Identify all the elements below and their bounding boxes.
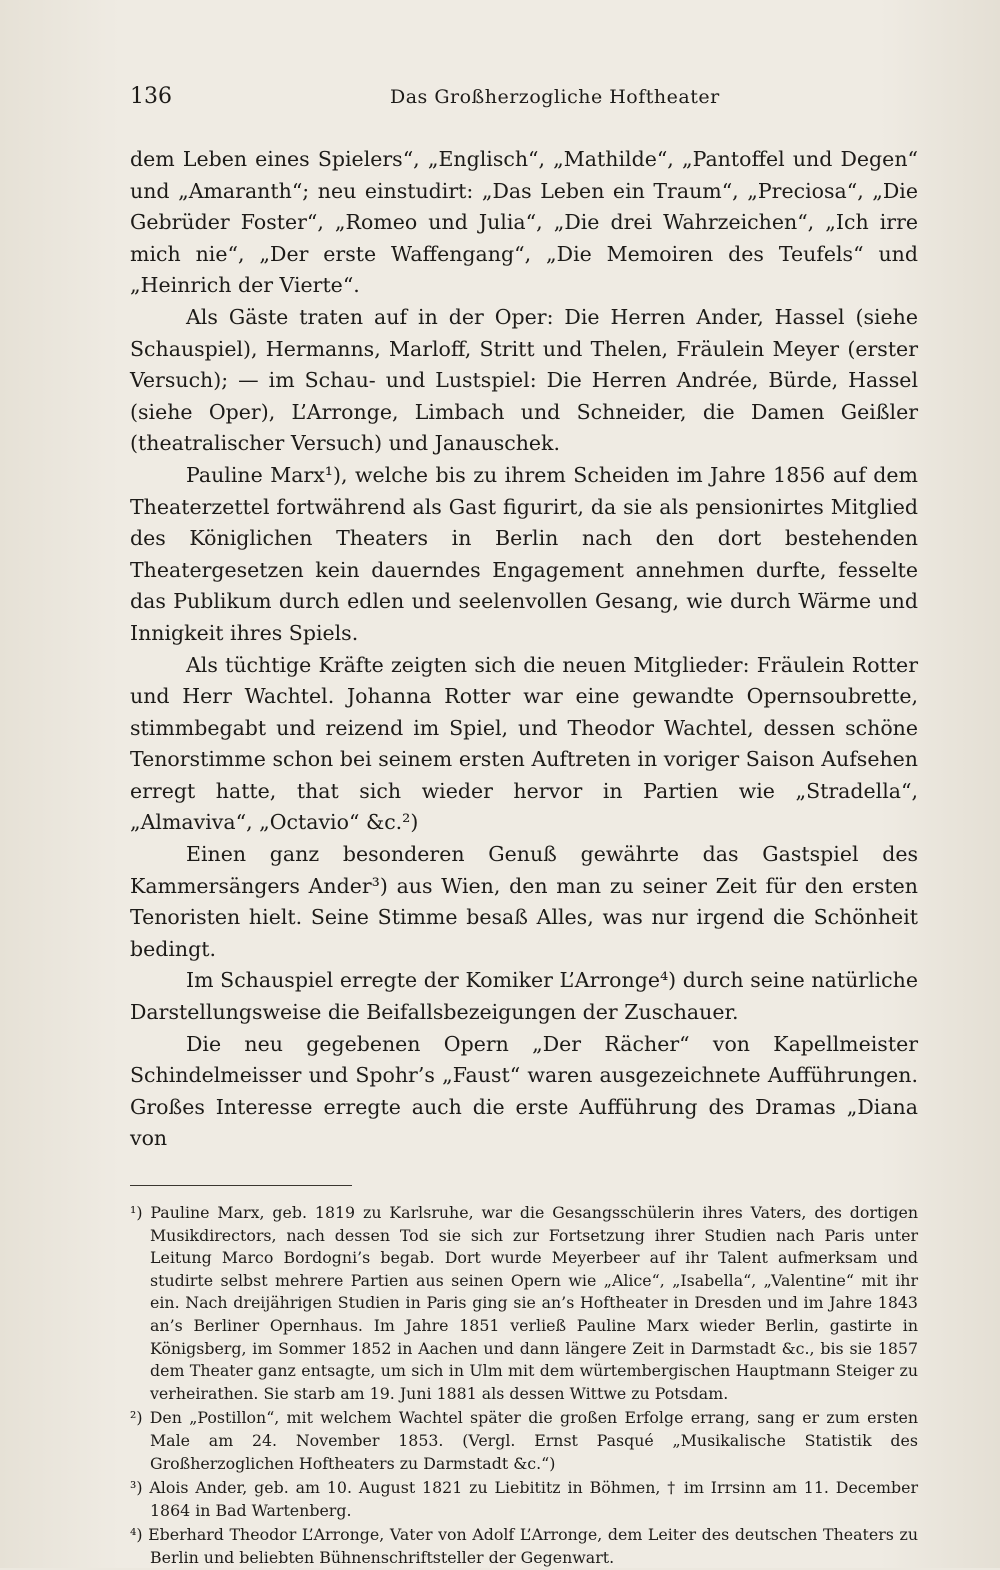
footnote: ⁴) Eberhard Theodor L’Arronge, Vater von Adolf L’Arronge, dem Leiter des deutschen Theaters zu Berlin und beliebten Bühnenschriftsteller der Gegenwart.: [130, 1525, 918, 1567]
footnote: ²) Den „Postillon“, mit welchem Wachtel später die großen Erfolge errang, sang er zum ersten Male am 24. November 1853. (Vergl. Ernst Pasqué „Musikalische Statistik des Großherzoglichen Hoftheaters zu Darmstadt &c.“): [130, 1408, 918, 1473]
footnote-divider: [130, 1185, 352, 1186]
page-number: 136: [130, 84, 172, 109]
paragraph: dem Leben eines Spielers“, „Englisch“, „Mathilde“, „Pantoffel und Degen“ und „Amaranth“; neu einstudirt: „Das Leben ein Traum“, „Preciosa“, „Die Gebrüder Foster“, „Romeo und Julia“, „Die drei Wahrzeichen“, „Ich irre mich nie“, „Der erste Waffengang“, „Die Memoiren des Teufels“ und „Heinrich der Vierte“.: [130, 147, 918, 298]
footnote: ³) Alois Ander, geb. am 10. August 1821 zu Liebititz in Böhmen, † im Irrsinn am 11. December 1864 in Bad Wartenberg.: [130, 1478, 918, 1520]
footnotes: [130, 1202, 918, 1570]
paragraph: Einen ganz besonderen Genuß gewährte das Gastspiel des Kammersängers Ander³) aus Wien, den man zu seiner Zeit für den ersten Tenoristen hielt. Seine Stimme besaß Alles, was nur irgend die Schönheit bedingt.: [130, 842, 918, 961]
running-title: Das Großherzogliche Hoftheater: [390, 86, 720, 108]
paragraph: Als Gäste traten auf in der Oper: Die Herren Ander, Hassel (siehe Schauspiel), Hermanns, Marloff, Stritt und Thelen, Fräulein Meyer (erster Versuch); — im Schau- und Lustspiel: Die Herren Andrée, Bürde, Hassel (siehe Oper), L’Arronge, Limbach und Schneider, die Damen Geißler (theatralischer Versuch) und Janauschek.: [130, 304, 918, 456]
paragraph: Als tüchtige Kräfte zeigten sich die neuen Mitglieder: Fräulein Rotter und Herr Wachtel. Johanna Rotter war eine gewandte Opernsoubrette, stimmbegabt und reizend im Spiel, und Theodor Wachtel, dessen schöne Tenorstimme schon bei seinem ersten Auftreten in voriger Saison Aufsehen erregt hatte, that sich wieder hervor in Partien wie „Stradella“, „Almaviva“, „Octavio“ &c.²): [130, 652, 918, 835]
page-header: [130, 78, 918, 122]
paragraph: Die neu gegebenen Opern „Der Rächer“ von Kapellmeister Schindelmeisser und Spohr’s „Faust“ waren ausgezeichnete Aufführungen. Großes Interesse erregte auch die erste Aufführung des Dramas „Diana von: [130, 1031, 918, 1151]
main-text: [130, 144, 918, 1155]
paragraph: Im Schauspiel erregte der Komiker L’Arronge⁴) durch seine natürliche Darstellungsweise die Beifallsbezeigungen der Zuschauer.: [130, 968, 918, 1025]
footnote: ¹) Pauline Marx, geb. 1819 zu Karlsruhe, war die Gesangsschülerin ihres Vaters, des dortigen Musikdirectors, nach dessen Tod sie sich zur Fortsetzung ihrer Studien nach Paris unter Leitung Marco Bordogni’s begab. Dort wurde Meyerbeer auf ihr Talent aufmerksam und studirte selbst mehrere Partien aus seinen Opern wie „Alice“, „Isabella“, „Valentine“ mit ihr ein. Nach dreijährigen Studien in Paris ging sie an’s Hoftheater in Dresden und im Jahre 1843 an’s Berliner Opernhaus. Im Jahre 1851 verließ Pauline Marx wieder Berlin, gastirte in Königsberg, im Sommer 1852 in Aachen und dann längere Zeit in Darmstadt &c., bis sie 1857 dem Theater ganz entsagte, um sich in Ulm mit dem würtembergischen Hauptmann Steiger zu verheirathen. Sie starb am 19. Juni 1881 als dessen Wittwe zu Potsdam.: [130, 1203, 918, 1403]
paragraph: Pauline Marx¹), welche bis zu ihrem Scheiden im Jahre 1856 auf dem Theaterzettel fortwährend als Gast figurirt, da sie als pensionirtes Mitglied des Königlichen Theaters in Berlin nach den dort bestehenden Theatergesetzen kein dauerndes Engagement annehmen durfte, fesselte das Publikum durch edlen und seelenvollen Gesang, wie durch Wärme und Innigkeit ihres Spiels.: [130, 462, 918, 645]
